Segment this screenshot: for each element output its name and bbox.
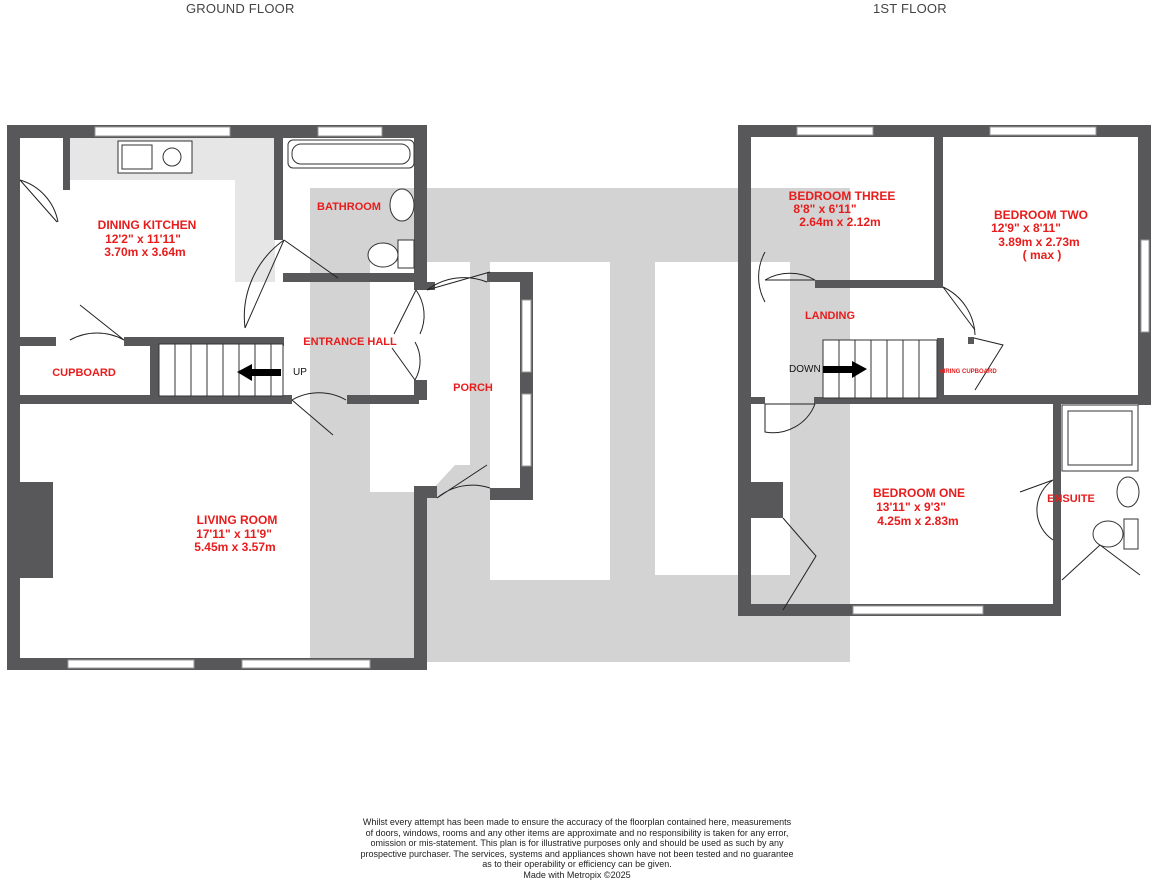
cupboard-label: CUPBOARD	[52, 367, 116, 379]
disclaimer-line: Whilst every attempt has been made to ensure the accuracy of the floorplan contained here, measurements	[362, 817, 792, 827]
stairs-down-label: DOWN	[789, 364, 821, 375]
basin	[390, 189, 414, 221]
ground-floor-title: GROUND FLOOR	[186, 1, 295, 16]
disclaimer-line: as to their operability or efficiency can be given.	[482, 859, 672, 870]
landing-label: LANDING	[804, 310, 856, 322]
living-room-label: LIVING ROOM	[196, 513, 278, 527]
bedroom-two-metric: 3.89m x 2.73m	[998, 235, 1080, 249]
entrance-hall-label: ENTRANCE HALL	[303, 336, 397, 348]
disclaimer-line: omission or mis-statement. This plan is for illustrative purposes only and should be used as such by any	[370, 838, 784, 849]
disclaimer-line: of doors, windows, rooms and any other items are approximate and no responsibility is taken for any error,	[365, 827, 789, 838]
ensuite-toilet	[1093, 521, 1123, 547]
ground-stairs	[159, 344, 283, 396]
bedroom-one-imperial: 13'11" x 9'3"	[876, 500, 946, 514]
dining-kitchen-label: DINING KITCHEN	[97, 218, 197, 232]
bedroom-three-label: BEDROOM THREE	[788, 189, 896, 203]
bedroom-one-metric: 4.25m x 2.83m	[877, 514, 959, 528]
disclaimer-line: Made with Metropix ©2025	[523, 869, 631, 880]
stairs-up-label: UP	[293, 367, 307, 378]
airing-cupboard-label: AIRING CUPBOARD	[939, 369, 997, 375]
first-floor-title: 1ST FLOOR	[873, 1, 947, 16]
ensuite-basin	[1117, 477, 1139, 507]
dining-kitchen-imperial: 12'2" x 11'11"	[105, 232, 181, 246]
dining-kitchen-metric: 3.70m x 3.64m	[104, 245, 186, 259]
ensuite-label: ENSUITE	[1047, 493, 1095, 505]
first-fixtures	[1062, 405, 1139, 549]
first-stairs	[823, 340, 937, 398]
bedroom-two-label: BEDROOM TWO	[994, 208, 1088, 222]
living-room-imperial: 17'11" x 11'9"	[196, 527, 272, 541]
disclaimer	[330, 817, 824, 881]
bedroom-one-label: BEDROOM ONE	[872, 486, 966, 500]
bedroom-two-note: ( max )	[1022, 248, 1062, 262]
living-room-metric: 5.45m x 3.57m	[194, 540, 276, 554]
porch-label: PORCH	[453, 382, 493, 394]
toilet	[368, 243, 398, 267]
bedroom-three-imperial: 8'8" x 6'11"	[793, 202, 857, 216]
disclaimer-line: prospective purchaser. The services, systems and appliances shown have not been tested and no guarantee	[360, 848, 794, 859]
bedroom-two-imperial: 12'9" x 8'11"	[991, 221, 1061, 235]
bedroom-three-metric: 2.64m x 2.12m	[799, 215, 881, 229]
bathroom-label: BATHROOM	[317, 201, 381, 213]
